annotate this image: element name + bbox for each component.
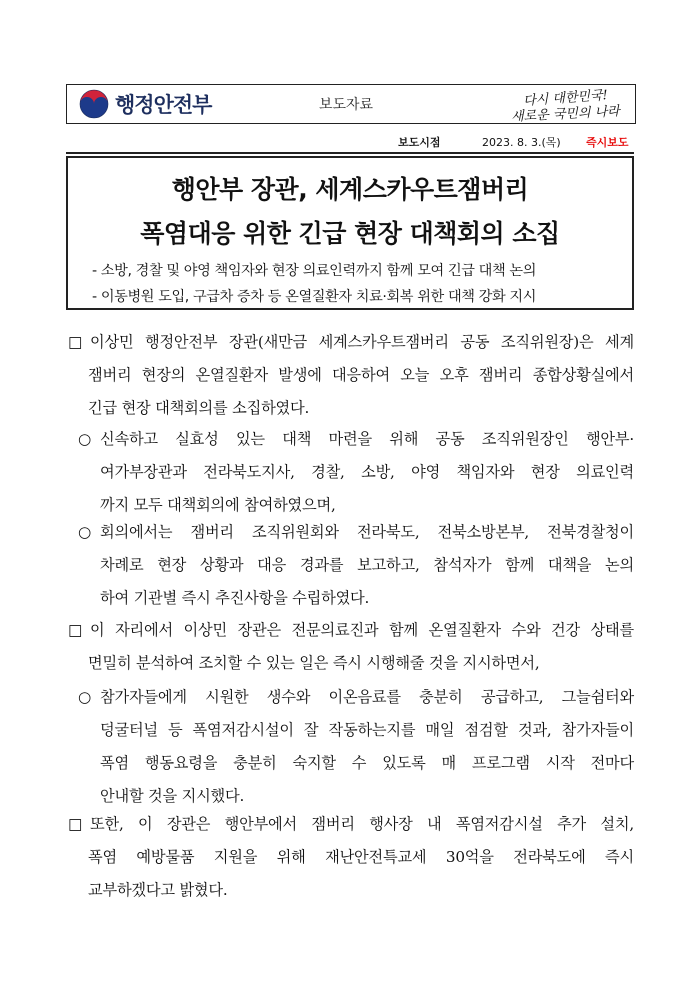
document-type: 보도자료: [318, 97, 374, 113]
slogan-signature: [505, 86, 635, 125]
subheadline-1: - 소방, 경찰 및 야영 책임자와 현장 의료인력까지 함께 모여 긴급 대책 논의: [92, 263, 536, 279]
paragraph-line: 또한, 이 장관은 행안부에서 잼버리 행사장 내 폭염저감시설 추가 설치,: [90, 815, 634, 833]
release-label: 보도시점: [398, 136, 441, 149]
paragraph-line: 회의에서는 잼버리 조직위원회와 전라북도, 전북소방본부, 전북경찰청이: [100, 523, 634, 541]
slogan-line-2: 새로운 국민의 나라: [510, 104, 621, 125]
paragraph-line: 안내할 것을 지시했다.: [100, 787, 245, 805]
agency-logo: [67, 86, 227, 122]
paragraph-2: [78, 423, 634, 522]
paragraph-line: 덩굴터널 등 폭염저감시설이 잘 작동하는지를 매일 점검할 것과, 참가자들이: [100, 721, 634, 739]
paragraph-5: [78, 681, 634, 813]
paragraph-line: 하여 기관별 즉시 추진사항을 수립하였다.: [100, 589, 370, 607]
paragraph-line: 이상민 행정안전부 장관(새만금 세계스카우트잼버리 공동 조직위원장)은 세계: [90, 333, 634, 351]
slogan-line-1: 다시 대한민국!: [522, 88, 609, 109]
paragraph-line: 긴급 현장 대책회의를 소집하였다.: [88, 399, 310, 417]
paragraph-line: 여가부장관과 전라북도지사, 경찰, 소방, 야영 책임자와 현장 의료인력: [100, 463, 634, 481]
headline-line-2: 폭염대응 위한 긴급 현장 대책회의 소집: [140, 219, 560, 248]
release-flag: 즉시보도: [586, 136, 629, 149]
paragraph-4: [68, 614, 634, 680]
taegeuk-emblem-icon: [79, 89, 109, 119]
release-date: 2023. 8. 3.(목): [482, 136, 561, 149]
paragraph-line: 면밀히 분석하여 조치할 수 있는 일은 즉시 시행해줄 것을 지시하면서,: [88, 654, 540, 672]
paragraph-line: 폭염 예방물품 지원을 위해 재난안전특교세 30억을 전라북도에 즉시: [88, 848, 634, 866]
letterhead: [66, 84, 636, 124]
square-bullet-icon: □: [68, 333, 83, 351]
release-info: [66, 132, 634, 154]
paragraph-line: 교부하겠다고 밝혔다.: [88, 881, 228, 899]
paragraph-line: 까지 모두 대책회의에 참여하였으며,: [100, 496, 336, 514]
paragraph-line: 폭염 행동요령을 충분히 숙지할 수 있도록 매 프로그램 시작 전마다: [100, 754, 634, 772]
headline-box: [66, 156, 634, 310]
paragraph-line: 이 자리에서 이상민 장관은 전문의료진과 함께 온열질환자 수와 건강 상태를: [90, 621, 634, 639]
agency-name: 행정안전부: [115, 93, 212, 117]
square-bullet-icon: □: [68, 815, 83, 833]
paragraph-line: 참가자들에게 시원한 생수와 이온음료를 충분히 공급하고, 그늘쉼터와: [100, 688, 634, 706]
square-bullet-icon: □: [68, 621, 83, 639]
paragraph-3: [78, 516, 634, 615]
circle-bullet-icon: ○: [78, 688, 92, 706]
paragraph-line: 신속하고 실효성 있는 대책 마련을 위해 공동 조직위원장인 행안부·: [100, 430, 634, 448]
paragraph-6: [68, 808, 634, 907]
subheadline-2: - 이동병원 도입, 구급차 증차 등 온열질환자 치료·회복 위한 대책 강화 지시: [92, 289, 536, 305]
paragraph-line: 차례로 현장 상황과 대응 경과를 보고하고, 참석자가 함께 대책을 논의: [100, 556, 634, 574]
paragraph-1: [68, 326, 634, 425]
headline-line-1: 행안부 장관, 세계스카우트잼버리: [171, 175, 529, 204]
paragraph-line: 잼버리 현장의 온열질환자 발생에 대응하여 오늘 오후 잼버리 종합상황실에서: [88, 366, 634, 384]
circle-bullet-icon: ○: [78, 430, 92, 448]
circle-bullet-icon: ○: [78, 523, 92, 541]
